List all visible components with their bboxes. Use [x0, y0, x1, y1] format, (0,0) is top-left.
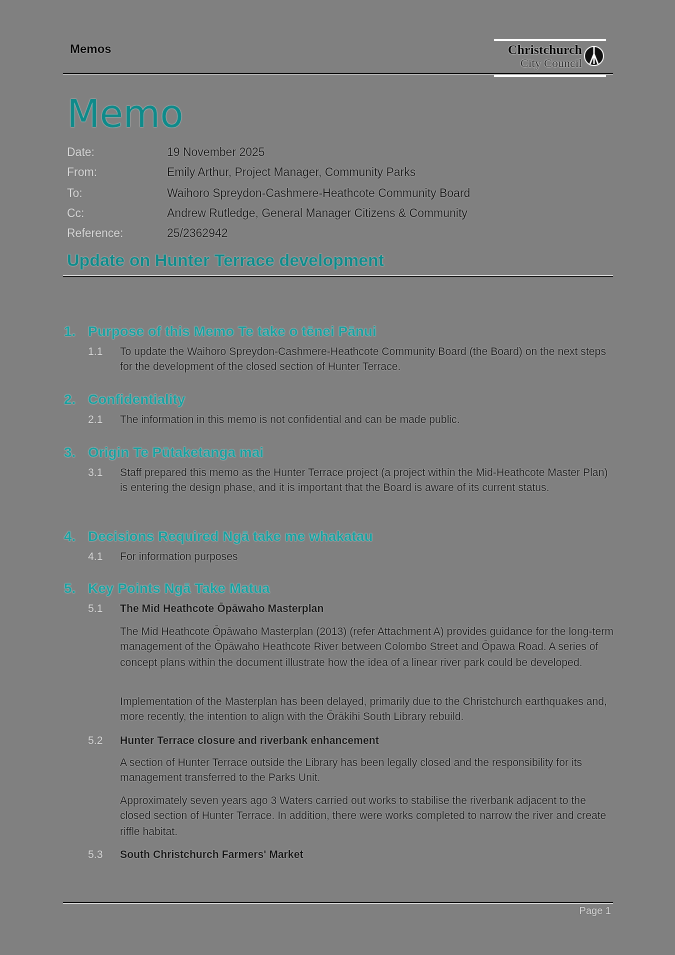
paragraph-2-1 [88, 413, 613, 428]
paragraph-heading: The Mid Heathcote Ōpāwaho Masterplan [120, 603, 324, 615]
section-title: Confidentiality [88, 391, 186, 407]
section-number: 4. [64, 528, 76, 544]
memo-meta [67, 147, 612, 248]
paragraph-text: To update the Waihoro Spreydon-Cashmere-Heathcote Community Board (the Board) on the next steps for the development of the closed section of Hunter Terrace. [120, 346, 606, 374]
logo-line1: Christchurch [507, 42, 582, 57]
body-paragraph: Approximately seven years ago 3 Waters carried out works to stabilise the riverbank adjacent to the closed section of Hunter Terrace. In addition, there were works completed to narrow the river and create riffle habitat. [120, 795, 607, 838]
council-logo [494, 39, 606, 77]
paragraph-text: The information in this memo is not confidential and can be made public. [120, 414, 460, 426]
paragraph-1-1 [88, 345, 613, 376]
subject-divider [63, 275, 613, 277]
paragraph-4-1 [88, 550, 613, 565]
section-title: Origin Te Pūtaketanga mai [88, 444, 264, 460]
meta-value: Emily Arthur, Project Manager, Community Parks [167, 167, 416, 180]
paragraph-number: 2.1 [88, 414, 103, 426]
memo-title: Memo [67, 92, 184, 136]
paragraph-number: 4.1 [88, 551, 103, 563]
meta-key: To: [67, 187, 83, 200]
meta-row-to [67, 188, 612, 208]
meta-value: 25/2362942 [167, 228, 228, 241]
meta-key: From: [67, 167, 98, 180]
paragraph-heading: South Christchurch Farmers' Market [120, 849, 304, 861]
meta-key: Date: [67, 147, 95, 159]
cathedral-logo-icon [584, 44, 604, 68]
section-heading [64, 580, 270, 596]
memo-subject: Update on Hunter Terrace development [67, 251, 385, 270]
section-heading [64, 444, 264, 460]
footer-divider [63, 902, 613, 904]
header-divider [63, 73, 613, 75]
body-paragraph: A section of Hunter Terrace outside the Library has been legally closed and the responsibility for its management transferred to the Parks Unit. [120, 757, 583, 785]
meta-value: 19 November 2025 [167, 147, 265, 159]
body-paragraph: The Mid Heathcote Ōpāwaho Masterplan (2013) (refer Attachment A) provides guidance for the long-term management of the Ōpāwaho Heathcote River between Colombo Street and Ōpawa Road. A series of concept plans within the document illustrate how the idea of a linear river park could be developed. [120, 626, 614, 669]
paragraph-text: For information purposes [120, 551, 238, 563]
meta-value: Waihoro Spreydon-Cashmere-Heathcote Community Board [167, 187, 471, 200]
section-number: 3. [64, 444, 76, 460]
section-number: 1. [64, 323, 76, 339]
section-heading [64, 528, 373, 544]
meta-key: Cc: [67, 207, 85, 220]
meta-key: Reference: [67, 228, 124, 241]
meta-row-from [67, 167, 612, 187]
paragraph-heading: Hunter Terrace closure and riverbank enhancement [120, 735, 379, 747]
header-label: Memos [70, 42, 112, 56]
paragraph-5-1 [88, 602, 613, 617]
paragraph-number: 3.1 [88, 467, 103, 479]
section-heading [64, 391, 185, 407]
meta-row-reference [67, 228, 612, 248]
section-title: Purpose of this Memo Te take o tēnei Pānui [88, 323, 377, 339]
meta-row-date [67, 147, 612, 167]
paragraph-number: 5.1 [88, 603, 103, 615]
paragraph-number: 1.1 [88, 346, 103, 358]
paragraph-number: 5.3 [88, 849, 103, 861]
logo-line2: City Council [520, 56, 582, 70]
section-number: 2. [64, 391, 76, 407]
section-number: 5. [64, 580, 76, 596]
meta-value: Andrew Rutledge, General Manager Citizens & Community [167, 207, 468, 220]
paragraph-text: Staff prepared this memo as the Hunter Terrace project (a project within the Mid-Heathcote Master Plan) is entering the design phase, and it is important that the Board is aware of its current status. [120, 467, 608, 495]
section-heading [64, 323, 376, 339]
paragraph-5-3 [88, 848, 613, 863]
paragraph-number: 5.2 [88, 735, 103, 747]
section-title: Key Points Ngā Take Matua [88, 580, 270, 596]
meta-row-cc [67, 208, 612, 228]
body-paragraph: Implementation of the Masterplan has been delayed, primarily due to the Christchurch earthquakes and, more recently, the intention to align with the Ōrākihi South Library rebuild. [120, 696, 608, 724]
paragraph-3-1 [88, 466, 613, 497]
paragraph-5-2 [88, 734, 613, 749]
section-title: Decisions Required Ngā take me whakatau [88, 528, 373, 544]
page-number: Page 1 [579, 906, 611, 917]
